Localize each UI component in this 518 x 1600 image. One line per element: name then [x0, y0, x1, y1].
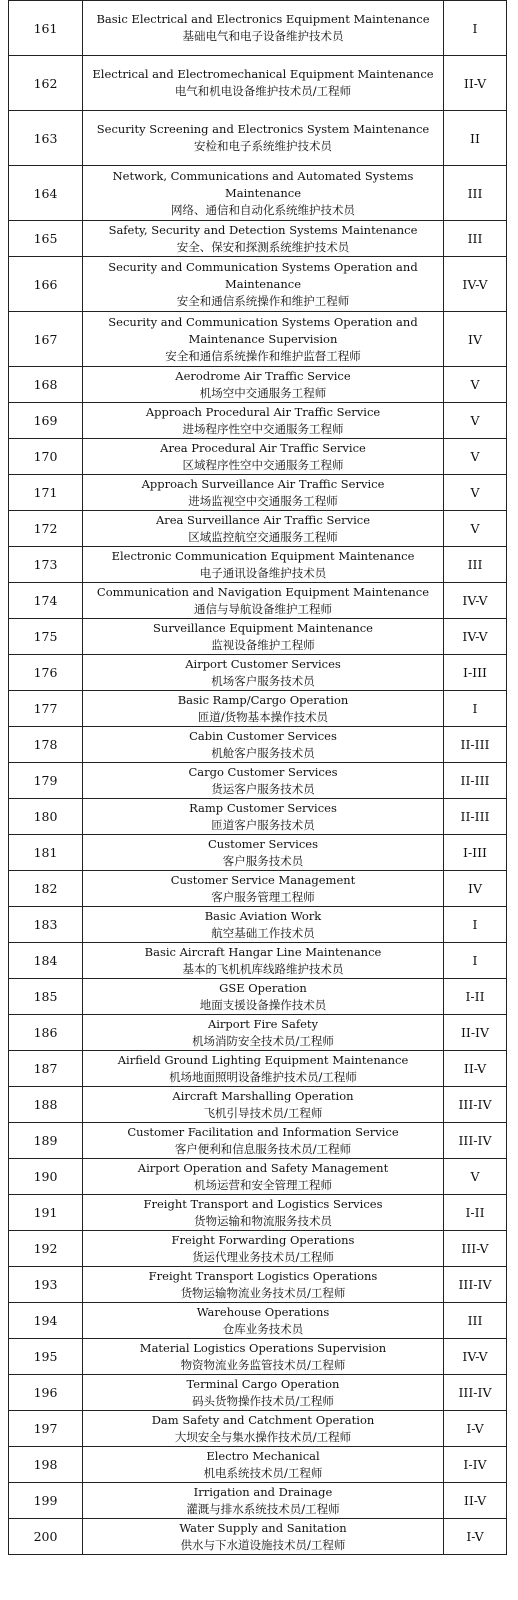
- occupation-name-cell: [83, 1339, 444, 1375]
- level-cell: IV-V: [444, 583, 507, 619]
- occupation-name-en: Airport Customer Services: [185, 656, 341, 671]
- occupation-name-zh: 匝道/货物基本操作技术员: [197, 709, 329, 724]
- level-cell: II-V: [444, 56, 507, 111]
- table-row: [9, 403, 507, 439]
- occupation-name-zh: 安全和通信系统操作和维护工程师: [176, 293, 350, 308]
- occupation-name-en: Cargo Customer Services: [188, 764, 338, 779]
- row-number: 174: [9, 583, 83, 619]
- table-row: [9, 221, 507, 257]
- occupation-name-cell: [83, 1231, 444, 1267]
- level-cell: IV-V: [444, 1339, 507, 1375]
- occupation-name-en: Customer Services: [207, 836, 319, 851]
- occupation-name-en: Airport Fire Safety: [207, 1016, 319, 1031]
- table-row: [9, 691, 507, 727]
- level-cell: V: [444, 475, 507, 511]
- table-row: [9, 907, 507, 943]
- table-row: [9, 1123, 507, 1159]
- row-number: 170: [9, 439, 83, 475]
- level-cell: II: [444, 111, 507, 166]
- occupation-name-zh: 飞机引导技术员/工程师: [203, 1105, 323, 1120]
- table-row: [9, 511, 507, 547]
- occupation-name-en: Electronic Communication Equipment Maintenance: [111, 548, 415, 563]
- row-number: 180: [9, 799, 83, 835]
- occupation-name-cell: [83, 1087, 444, 1123]
- table-row: [9, 1195, 507, 1231]
- row-number: 176: [9, 655, 83, 691]
- table-row: [9, 727, 507, 763]
- row-number: 193: [9, 1267, 83, 1303]
- occupation-name-zh: 电气和机电设备维护技术员/工程师: [174, 84, 352, 98]
- occupation-name-zh: 区域程序性空中交通服务工程师: [182, 457, 344, 472]
- level-cell: I-II: [444, 979, 507, 1015]
- occupation-name-zh: 供水与下水道设施技术员/工程师: [180, 1537, 346, 1552]
- level-cell: IV: [444, 312, 507, 367]
- table-row: [9, 1303, 507, 1339]
- occupation-name-en: GSE Operation: [219, 980, 307, 995]
- occupation-name-cell: [83, 655, 444, 691]
- occupation-name-zh: 基本的飞机机库线路维护技术员: [182, 961, 344, 976]
- row-number: 171: [9, 475, 83, 511]
- occupation-name-cell: [83, 111, 444, 166]
- row-number: 168: [9, 367, 83, 403]
- level-cell: III-IV: [444, 1087, 507, 1123]
- occupation-name-zh: 机场消防安全技术员/工程师: [192, 1033, 334, 1048]
- level-cell: II-V: [444, 1483, 507, 1519]
- occupation-name-en: Approach Procedural Air Traffic Service: [145, 404, 381, 419]
- table-row: [9, 257, 507, 312]
- occupation-name-cell: [83, 1447, 444, 1483]
- row-number: 163: [9, 111, 83, 166]
- table-row: [9, 312, 507, 367]
- occupation-name-cell: [83, 439, 444, 475]
- occupation-name-cell: [83, 763, 444, 799]
- occupation-name-en: Electro Mechanical: [206, 1448, 320, 1463]
- table-row: [9, 1267, 507, 1303]
- level-cell: V: [444, 1159, 507, 1195]
- table-row: [9, 1015, 507, 1051]
- level-cell: V: [444, 511, 507, 547]
- table-row: [9, 1159, 507, 1195]
- level-cell: I-IV: [444, 1447, 507, 1483]
- occupation-name-cell: [83, 511, 444, 547]
- occupation-name-en: Material Logistics Operations Supervision: [139, 1340, 387, 1355]
- occupation-name-cell: [83, 691, 444, 727]
- table-row: [9, 655, 507, 691]
- level-cell: II-IV: [444, 1015, 507, 1051]
- table-row: [9, 1519, 507, 1555]
- level-cell: II-III: [444, 763, 507, 799]
- occupation-name-en: Customer Service Management: [170, 872, 356, 887]
- occupation-name-en: Basic Electrical and Electronics Equipment Maintenance: [96, 12, 430, 26]
- occupation-name-cell: [83, 1195, 444, 1231]
- level-cell: II-III: [444, 727, 507, 763]
- occupation-name-zh: 通信与导航设备维护工程师: [194, 601, 332, 616]
- occupation-name-zh: 航空基础工作技术员: [211, 925, 315, 940]
- table-body: [9, 1, 507, 1555]
- level-cell: III: [444, 547, 507, 583]
- level-cell: IV-V: [444, 257, 507, 312]
- row-number: 191: [9, 1195, 83, 1231]
- table-row: [9, 547, 507, 583]
- row-number: 173: [9, 547, 83, 583]
- row-number: 182: [9, 871, 83, 907]
- table-row: [9, 367, 507, 403]
- occupation-name-zh: 电子通讯设备维护技术员: [199, 565, 327, 580]
- occupation-name-en: Area Procedural Air Traffic Service: [160, 440, 366, 455]
- row-number: 181: [9, 835, 83, 871]
- row-number: 177: [9, 691, 83, 727]
- occupation-name-cell: [83, 1159, 444, 1195]
- occupation-name-zh: 货运代理业务技术员/工程师: [192, 1249, 334, 1264]
- row-number: 189: [9, 1123, 83, 1159]
- occupation-name-en: Freight Forwarding Operations: [171, 1232, 355, 1247]
- table-row: [9, 835, 507, 871]
- row-number: 185: [9, 979, 83, 1015]
- row-number: 197: [9, 1411, 83, 1447]
- row-number: 178: [9, 727, 83, 763]
- occupation-name-cell: [83, 799, 444, 835]
- table-row: [9, 1339, 507, 1375]
- occupation-name-cell: [83, 1303, 444, 1339]
- occupation-name-en: Approach Surveillance Air Traffic Service: [141, 476, 385, 491]
- row-number: 188: [9, 1087, 83, 1123]
- occupation-name-en: Aircraft Marshalling Operation: [172, 1088, 354, 1103]
- occupation-name-cell: [83, 943, 444, 979]
- occupation-name-cell: [83, 1051, 444, 1087]
- occupation-name-en: Aerodrome Air Traffic Service: [175, 368, 351, 383]
- occupation-name-zh: 安全和通信系统操作和维护监督工程师: [165, 348, 361, 363]
- level-cell: II-III: [444, 799, 507, 835]
- table-row: [9, 763, 507, 799]
- row-number: 190: [9, 1159, 83, 1195]
- table-row: [9, 56, 507, 111]
- occupation-name-zh: 监视设备维护工程师: [211, 637, 315, 652]
- occupation-name-en: Basic Aviation Work: [204, 908, 322, 923]
- occupation-name-zh: 基础电气和电子设备维护技术员: [182, 29, 344, 43]
- table-row: [9, 1087, 507, 1123]
- table-row: [9, 943, 507, 979]
- row-number: 192: [9, 1231, 83, 1267]
- occupation-name-zh: 安检和电子系统维护技术员: [194, 139, 332, 153]
- row-number: 194: [9, 1303, 83, 1339]
- table-row: [9, 1483, 507, 1519]
- row-number: 200: [9, 1519, 83, 1555]
- occupation-name-en: Terminal Cargo Operation: [186, 1376, 340, 1391]
- occupation-name-en: Security Screening and Electronics System Maintenance: [96, 122, 430, 136]
- row-number: 184: [9, 943, 83, 979]
- occupation-name-en: Basic Aircraft Hangar Line Maintenance: [144, 944, 382, 959]
- row-number: 196: [9, 1375, 83, 1411]
- level-cell: III: [444, 166, 507, 221]
- occupation-name-en: Communication and Navigation Equipment Maintenance: [96, 584, 430, 599]
- row-number: 199: [9, 1483, 83, 1519]
- table-row: [9, 619, 507, 655]
- occupation-name-cell: [83, 1483, 444, 1519]
- occupation-name-zh: 货运客户服务技术员: [211, 781, 315, 796]
- occupation-name-cell: [83, 367, 444, 403]
- level-cell: I: [444, 1, 507, 56]
- row-number: 198: [9, 1447, 83, 1483]
- occupation-name-en: Surveillance Equipment Maintenance: [153, 620, 373, 635]
- occupation-name-cell: [83, 979, 444, 1015]
- table-row: [9, 1447, 507, 1483]
- table-row: [9, 1051, 507, 1087]
- occupation-name-en: Cabin Customer Services: [189, 728, 337, 743]
- occupation-name-zh: 货物运输和物流服务技术员: [194, 1213, 332, 1228]
- occupation-name-cell: [83, 1375, 444, 1411]
- occupation-name-zh: 大坝安全与集水操作技术员/工程师: [174, 1429, 352, 1444]
- row-number: 165: [9, 221, 83, 257]
- level-cell: I-V: [444, 1411, 507, 1447]
- level-cell: I: [444, 907, 507, 943]
- table-row: [9, 1375, 507, 1411]
- occupation-name-en: Safety, Security and Detection Systems Maintenance: [108, 222, 418, 237]
- level-cell: V: [444, 367, 507, 403]
- occupation-name-en: Freight Transport Logistics Operations: [148, 1268, 378, 1283]
- level-cell: I-V: [444, 1519, 507, 1555]
- occupation-name-cell: [83, 475, 444, 511]
- occupation-name-en: Ramp Customer Services: [189, 800, 337, 815]
- occupation-name-zh: 机电系统技术员/工程师: [203, 1465, 323, 1480]
- occupation-name-cell: [83, 583, 444, 619]
- occupation-name-zh: 网络、通信和自动化系统维护技术员: [171, 202, 355, 217]
- occupation-name-zh: 机场地面照明设备维护技术员/工程师: [169, 1069, 357, 1084]
- occupation-name-cell: [83, 166, 444, 221]
- table-row: [9, 1, 507, 56]
- level-cell: IV: [444, 871, 507, 907]
- level-cell: II-V: [444, 1051, 507, 1087]
- occupation-name-en: Dam Safety and Catchment Operation: [151, 1412, 375, 1427]
- table-row: [9, 439, 507, 475]
- occupation-name-en: Warehouse Operations: [196, 1304, 330, 1319]
- occupation-name-cell: [83, 1411, 444, 1447]
- occupation-name-en: Basic Ramp/Cargo Operation: [177, 692, 349, 707]
- occupation-name-zh: 进场程序性空中交通服务工程师: [182, 421, 344, 436]
- row-number: 167: [9, 312, 83, 367]
- row-number: 183: [9, 907, 83, 943]
- row-number: 186: [9, 1015, 83, 1051]
- occupation-name-en: Freight Transport and Logistics Services: [143, 1196, 383, 1211]
- occupation-name-cell: [83, 1, 444, 56]
- level-cell: III-IV: [444, 1267, 507, 1303]
- occupation-name-cell: [83, 1123, 444, 1159]
- occupation-name-zh: 地面支援设备操作技术员: [199, 997, 327, 1012]
- occupation-name-zh: 灌溉与排水系统技术员/工程师: [186, 1501, 340, 1516]
- row-number: 161: [9, 1, 83, 56]
- table-row: [9, 111, 507, 166]
- occupation-name-cell: [83, 312, 444, 367]
- level-cell: I-III: [444, 835, 507, 871]
- occupation-name-cell: [83, 547, 444, 583]
- occupation-name-en: Airport Operation and Safety Management: [137, 1160, 389, 1175]
- level-cell: III-IV: [444, 1375, 507, 1411]
- row-number: 164: [9, 166, 83, 221]
- table-row: [9, 1231, 507, 1267]
- level-cell: V: [444, 439, 507, 475]
- occupation-name-zh: 区域监控航空交通服务工程师: [188, 529, 338, 544]
- level-cell: I-III: [444, 655, 507, 691]
- occupation-name-zh: 客户便利和信息服务技术员/工程师: [174, 1141, 352, 1156]
- row-number: 166: [9, 257, 83, 312]
- row-number: 169: [9, 403, 83, 439]
- occupation-name-en: Electrical and Electromechanical Equipment Maintenance: [92, 67, 434, 81]
- occupation-name-zh: 客户服务技术员: [222, 853, 304, 868]
- occupation-name-zh: 进场监视空中交通服务工程师: [188, 493, 338, 508]
- row-number: 172: [9, 511, 83, 547]
- occupation-name-zh: 客户服务管理工程师: [211, 889, 315, 904]
- occupation-name-cell: [83, 1267, 444, 1303]
- occupation-name-cell: [83, 257, 444, 312]
- occupation-name-en: Area Surveillance Air Traffic Service: [155, 512, 371, 527]
- occupation-name-zh: 机场客户服务技术员: [211, 673, 315, 688]
- level-cell: I: [444, 943, 507, 979]
- occupation-name-en: Water Supply and Sanitation: [179, 1520, 347, 1535]
- row-number: 175: [9, 619, 83, 655]
- table-row: [9, 475, 507, 511]
- occupation-name-zh: 匝道客户服务技术员: [211, 817, 315, 832]
- row-number: 179: [9, 763, 83, 799]
- level-cell: III: [444, 1303, 507, 1339]
- qualification-table: [8, 0, 507, 1555]
- occupation-name-zh: 物资物流业务监管技术员/工程师: [180, 1357, 346, 1372]
- level-cell: IV-V: [444, 619, 507, 655]
- table-row: [9, 166, 507, 221]
- table-row: [9, 979, 507, 1015]
- level-cell: III: [444, 221, 507, 257]
- level-cell: III-IV: [444, 1123, 507, 1159]
- occupation-name-zh: 码头货物操作技术员/工程师: [192, 1393, 334, 1408]
- occupation-name-cell: [83, 221, 444, 257]
- occupation-name-en: Customer Facilitation and Information Service: [127, 1124, 399, 1139]
- occupation-name-cell: [83, 871, 444, 907]
- table-row: [9, 583, 507, 619]
- occupation-name-cell: [83, 835, 444, 871]
- table-row: [9, 1411, 507, 1447]
- occupation-name-cell: [83, 1015, 444, 1051]
- table-row: [9, 871, 507, 907]
- occupation-name-en: Network, Communications and Automated Systems Maintenance: [112, 168, 414, 200]
- level-cell: I: [444, 691, 507, 727]
- occupation-name-cell: [83, 619, 444, 655]
- occupation-name-cell: [83, 907, 444, 943]
- row-number: 195: [9, 1339, 83, 1375]
- occupation-name-cell: [83, 727, 444, 763]
- occupation-name-en: Security and Communication Systems Operation and Maintenance: [108, 259, 418, 291]
- row-number: 162: [9, 56, 83, 111]
- occupation-name-cell: [83, 403, 444, 439]
- occupation-name-cell: [83, 1519, 444, 1555]
- level-cell: V: [444, 403, 507, 439]
- occupation-name-zh: 仓库业务技术员: [222, 1321, 304, 1336]
- occupation-name-zh: 安全、保安和探测系统维护技术员: [176, 239, 350, 254]
- occupation-name-en: Irrigation and Drainage: [193, 1484, 333, 1499]
- occupation-name-en: Security and Communication Systems Operation and Maintenance Supervision: [108, 314, 418, 346]
- occupation-name-en: Airfield Ground Lighting Equipment Maintenance: [117, 1052, 409, 1067]
- occupation-name-zh: 机场运营和安全管理工程师: [194, 1177, 332, 1192]
- level-cell: I-II: [444, 1195, 507, 1231]
- level-cell: III-V: [444, 1231, 507, 1267]
- occupation-name-zh: 货物运输物流业务技术员/工程师: [180, 1285, 346, 1300]
- row-number: 187: [9, 1051, 83, 1087]
- table-row: [9, 799, 507, 835]
- occupation-name-zh: 机场空中交通服务工程师: [199, 385, 327, 400]
- occupation-name-zh: 机舱客户服务技术员: [211, 745, 315, 760]
- occupation-name-cell: [83, 56, 444, 111]
